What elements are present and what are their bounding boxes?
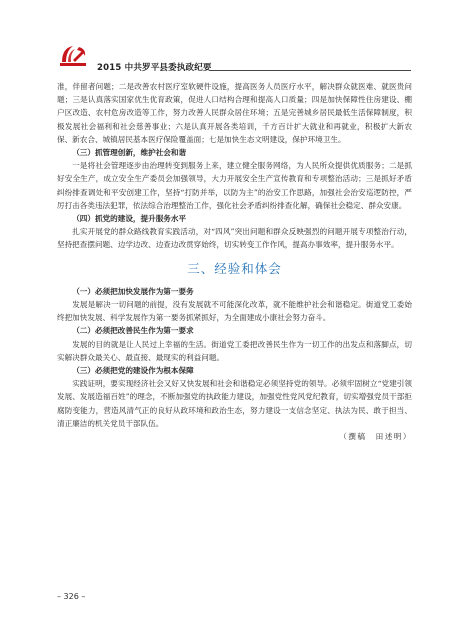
page-number: – 326 –: [57, 592, 86, 601]
section-paragraph-1: 发展是解决一切问题的前提，没有发展就不可能深化改革，就不能维护社会和谐稳定。街道党工委始终把加快发展、科学发展作为第一要务抓紧抓好，为全面建成小康社会努力奋斗。: [57, 300, 412, 323]
header-rule: [210, 70, 411, 71]
page-header: [0, 0, 471, 78]
paragraph-3: 一是将社会管理逐步由治理转变到服务上来，建立健全服务网络，为人民所众提供优质服务；二是抓好安全生产，成立安全生产委员会加强领导，大力开展安全生产宣传教育和专项整治活动；三是抓好矛盾纠纷排查调处和平安创建工作，坚持“打防并举，以防为主”的治安工作思路，加强社会治安巡逻防控，严厉打击各类违法犯罪，依法综合治理整治工作，强化社会矛盾纠纷排查化解，确保社会稳定、群众安康。: [57, 161, 412, 210]
subheading-3: （三）抓管理创新，维护社会和谐: [72, 148, 187, 158]
section-subheading-2: （二）必须把改善民生作为第一要求: [72, 326, 194, 336]
author-credit: （撰稿 田述明）: [339, 432, 412, 442]
subheading-4: （四）抓党的建设，提升服务水平: [72, 214, 187, 224]
party-emblem-icon: [58, 42, 88, 68]
section-subheading-1: （一）必须把加快发展作为第一要务: [72, 286, 194, 296]
header-title: 2015 中共罗平县委执政纪要: [97, 63, 212, 73]
paragraph-intro: 准，伴留者问题；二是改善农村医疗室软硬件设施，提高医务人员医疗水平，解决群众就医难、就医贵问题；三是认真落实国家优生优育政策，促进人口结构合理和提高人口质量；四是加快保障性住房建设、棚户区改造、农村危房改造等工作，努力改善人民群众居住环境；五是完善城乡居民最低生活保障制度，积极发展社会福利和社会慈善事业；六是认真开展各类培训，千方百计扩大就业和再就业，积极扩大新农保、新农合、城镇居民基本医疗保险覆盖面；七是加快生态文明建设，保护环境卫生。: [57, 82, 412, 144]
paragraph-4: 扎实开展党的群众路线教育实践活动，对“四风”突出问题和群众反映强烈的问题开展专项整治行动，坚持把查摆问题、边学边改、边查边改贯穿始终，切实转变工作作风，提高办事效率，提升服务水平。: [57, 227, 412, 250]
section-title: 三、经验和体会: [187, 260, 282, 276]
section-paragraph-2: 发展的目的就是让人民过上幸福的生活。街道党工委把改善民生作为一切工作的出发点和落脚点，切实解决群众最关心、最直接、最现实的利益问题。: [57, 339, 412, 362]
section-subheading-3: （三）必须把党的建设作为根本保障: [72, 366, 194, 376]
section-paragraph-3: 实践证明，要实现经济社会又好又快发展和社会和谐稳定必须坚持党的领导。必须牢固树立“党建引领发展、发展造福百姓”的理念，不断加强党的执政能力建设，加强党性党风党纪教育，切实增强党员干部拒腐防变能力，营造风清气正的良好从政环境和政治生态，努力建设一支信念坚定、执法为民、敢于担当、清正廉洁的机关党员干部队伍。: [57, 379, 412, 428]
page-body: [57, 80, 412, 443]
